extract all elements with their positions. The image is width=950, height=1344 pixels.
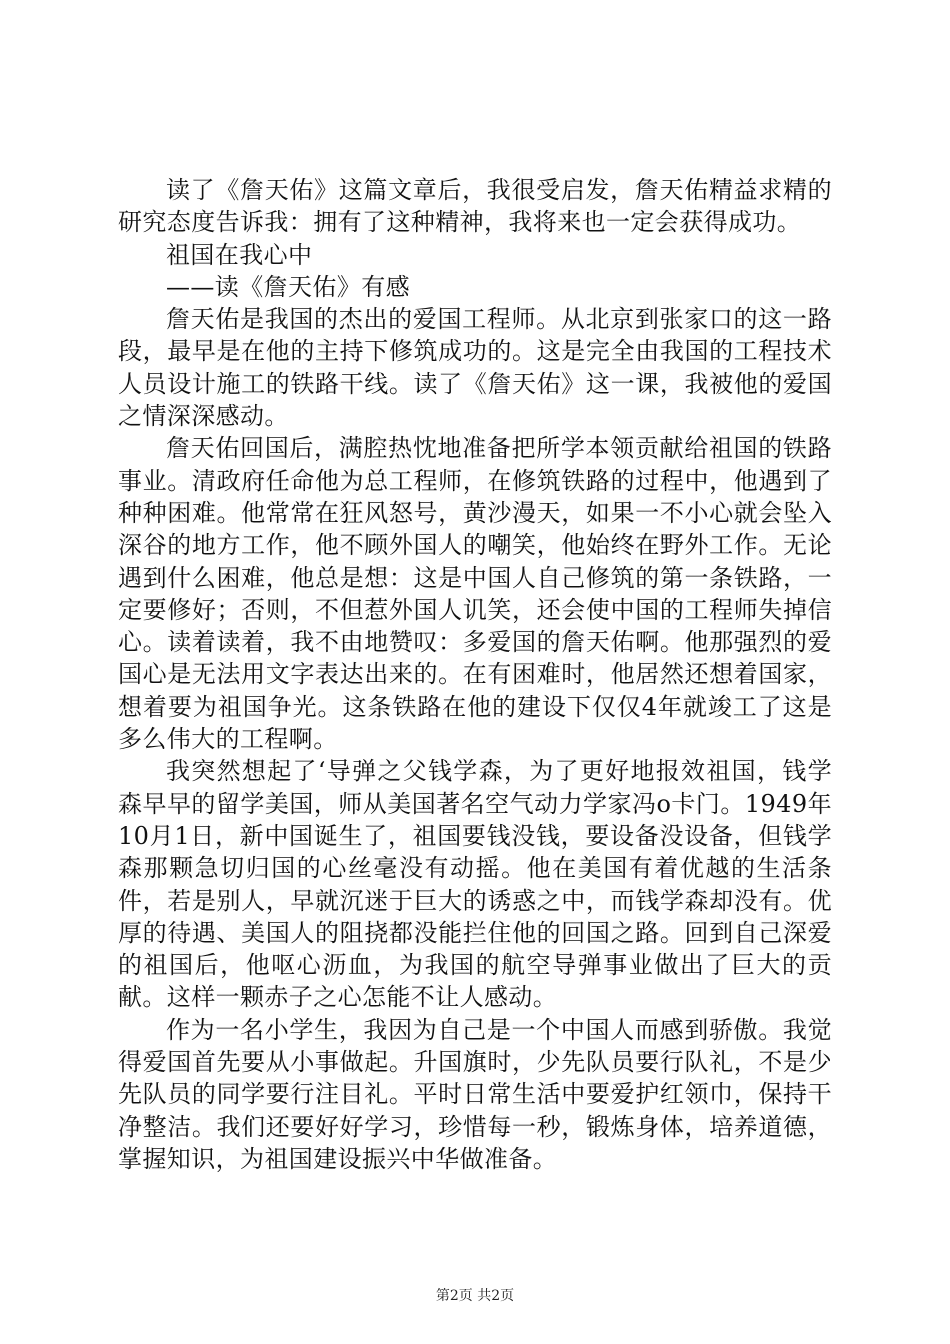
paragraph-railway-construction: 詹天佑回国后，满腔热忱地准备把所学本领贡献给祖国的铁路事业。清政府任命他为总工程师，在修筑铁路的过程中，他遇到了种种困难。他常常在狂风怒号，黄沙漫天，如果一不小心就会坠入深谷的地方工作，他不顾外国人的嘲笑，他始终在野外工作。无论遇到什么困难，他总是想：这是中国人自己修筑的第一条铁路，一定要修好；否则，不但惹外国人讥笑，还会使中国的工程师失掉信心。读着读着，我不由地赞叹：多爱国的詹天佑啊。他那强烈的爱国心是无法用文字表达出来的。在有困难时，他居然还想着国家，想着要为祖国争光。这条铁路在他的建设下仅仅4年就竣工了这是多么伟大的工程啊。	[118, 434, 832, 754]
article-title: 祖国在我心中	[166, 240, 313, 269]
paragraph-student-reflection: 作为一名小学生，我因为自己是一个中国人而感到骄傲。我觉得爱国首先要从小事做起。升国旗时，少先队员要行队礼，不是少先队员的同学要行注目礼。平时日常生活中要爱护红领巾，保持干净整洁。我们还要好好学习，珍惜每一秒，锻炼身体，培养道德，掌握知识，为祖国建设振兴中华做准备。	[118, 1015, 832, 1173]
article-subtitle: ——读《詹天佑》有感	[166, 272, 410, 301]
article-body	[118, 174, 832, 1175]
page-number-footer: 第2页 共2页	[435, 1288, 515, 1304]
paragraph-zhan-tianyou-intro: 詹天佑是我国的杰出的爱国工程师。从北京到张家口的这一路段，最早是在他的主持下修筑成功的。这是完全由我国的工程技术人员设计施工的铁路干线。读了《詹天佑》这一课，我被他的爱国之情深深感动。	[118, 305, 832, 431]
paragraph-qian-xuesen: 我突然想起了‘导弹之父钱学森，为了更好地报效祖国，钱学森早早的留学美国，师从美国著名空气动力学家冯o卡门。1949年10月1日，新中国诞生了，祖国要钱没钱，要设备没设备，但钱学森那颗急切归国的心丝毫没有动摇。他在美国有着优越的生活条件，若是别人，早就沉迷于巨大的诱惑之中，而钱学森却没有。优厚的待遇、美国人的阻挠都没能拦住他的回国之路。回到自己深爱的祖国后，他呕心沥血，为我国的航空导弹事业做出了巨大的贡献。这样一颗赤子之心怎能不让人感动。	[118, 757, 832, 1012]
paragraph-intro-conclusion: 读了《詹天佑》这篇文章后，我很受启发，詹天佑精益求精的研究态度告诉我：拥有了这种精神，我将来也一定会获得成功。	[118, 176, 832, 237]
